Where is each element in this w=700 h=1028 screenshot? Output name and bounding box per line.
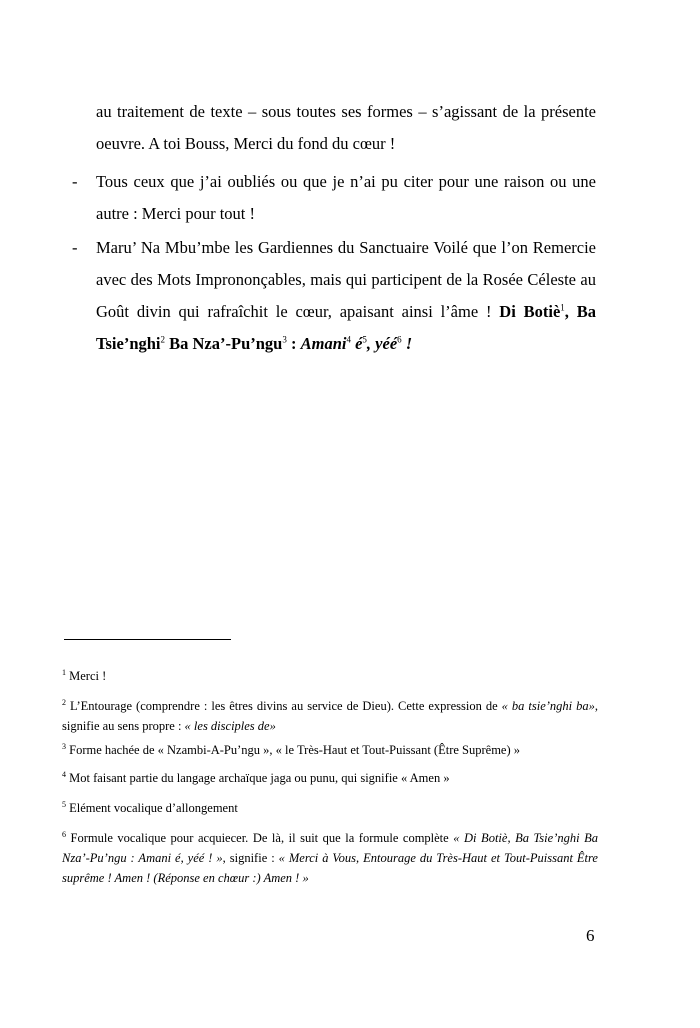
bullet-dash: - — [72, 172, 78, 191]
footnote-number: 4 — [62, 769, 66, 779]
footnote-number: 6 — [62, 829, 66, 839]
phrase-amani: Amani — [300, 334, 347, 353]
phrase-e: é — [350, 334, 363, 353]
page-number: 6 — [586, 926, 595, 945]
footnote-5 — [62, 798, 598, 818]
footnote-ref-1: 1 — [560, 302, 565, 313]
phrase-ba-tsienghi: Ba Tsie’nghi — [96, 302, 596, 353]
footnote-italic: « les disciples de» — [184, 719, 276, 733]
footnote-2 — [62, 696, 598, 736]
footnote-number: 2 — [62, 697, 66, 707]
footnote-text: Elément vocalique d’allongement — [69, 801, 238, 815]
footnote-text: , signifie : — [222, 851, 279, 865]
footnote-number: 5 — [62, 799, 66, 809]
bullet-dash: - — [72, 238, 78, 257]
footnote-text: , signifie au sens propre : — [62, 699, 599, 733]
footnote-italic: « Di Botiè, Ba Tsie’nghi Ba Nza’-Pu’ngu : Amani é, yéé ! » — [62, 831, 598, 865]
footnote-text: L’Entourage (comprendre : les êtres divins au service de Dieu). Cette expression de — [70, 699, 502, 713]
footnote-number: 3 — [62, 741, 66, 751]
footnote-italic: « ba tsie’nghi ba» — [501, 699, 595, 713]
footnote-4 — [62, 768, 598, 788]
separator: , — [564, 302, 577, 321]
footnote-ref-5: 5 — [362, 334, 367, 345]
paragraph-continuation: au traitement de texte – sous toutes ses formes – s’agissant de la présente oeuvre. A toi Bouss, Merci du fond du cœur ! — [96, 102, 596, 153]
footnote-italic: « Merci à Vous, Entourage du Très-Haut et Tout-Puissant Être suprême ! Amen ! (Réponse en chœur :) Amen ! » — [62, 851, 598, 885]
footnote-text: Mot faisant partie du langage archaïque jaga ou punu, qui signifie « Amen » — [69, 771, 450, 785]
footnote-1 — [62, 666, 598, 686]
paragraph-guardians-thanks — [96, 232, 596, 360]
footnote-text: Merci ! — [69, 669, 107, 683]
colon: : — [286, 334, 301, 353]
footnote-ref-4: 4 — [346, 334, 351, 345]
footnote-ref-6: 6 — [397, 334, 402, 345]
footnote-ref-3: 3 — [282, 334, 287, 345]
footnote-separator — [64, 639, 231, 640]
footnote-text: Formule vocalique pour acquiecer. De là, il suit que la formule complète — [70, 831, 454, 845]
exclamation: ! — [401, 334, 413, 353]
footnote-text: Forme hachée de « Nzambi-A-Pu’ngu », « le Très-Haut et Tout-Puissant (Être Suprême) » — [69, 743, 521, 757]
separator: , — [366, 334, 376, 353]
phrase-ba-nza-pungu: Ba Nza’-Pu’ngu — [165, 334, 283, 353]
phrase-yee: yéé — [375, 334, 398, 353]
paragraph-forgotten-thanks: Tous ceux que j’ai oubliés ou que je n’ai pu citer pour une raison ou une autre : Merci pour tout ! — [96, 172, 596, 223]
footnote-3 — [62, 740, 598, 760]
footnote-ref-2: 2 — [160, 334, 166, 345]
footnote-number: 1 — [62, 667, 66, 677]
footnote-6 — [62, 828, 598, 888]
phrase-di-botie: Di Botiè — [499, 302, 561, 321]
guardians-text: Maru’ Na Mbu’mbe les Gardiennes du Sanctuaire Voilé que l’on Remercie avec des Mots Imprononçables, mais qui participent de la Rosée Céleste au Goût divin qui rafraîchit le cœur, apaisant ainsi l’âme ! — [96, 238, 596, 321]
